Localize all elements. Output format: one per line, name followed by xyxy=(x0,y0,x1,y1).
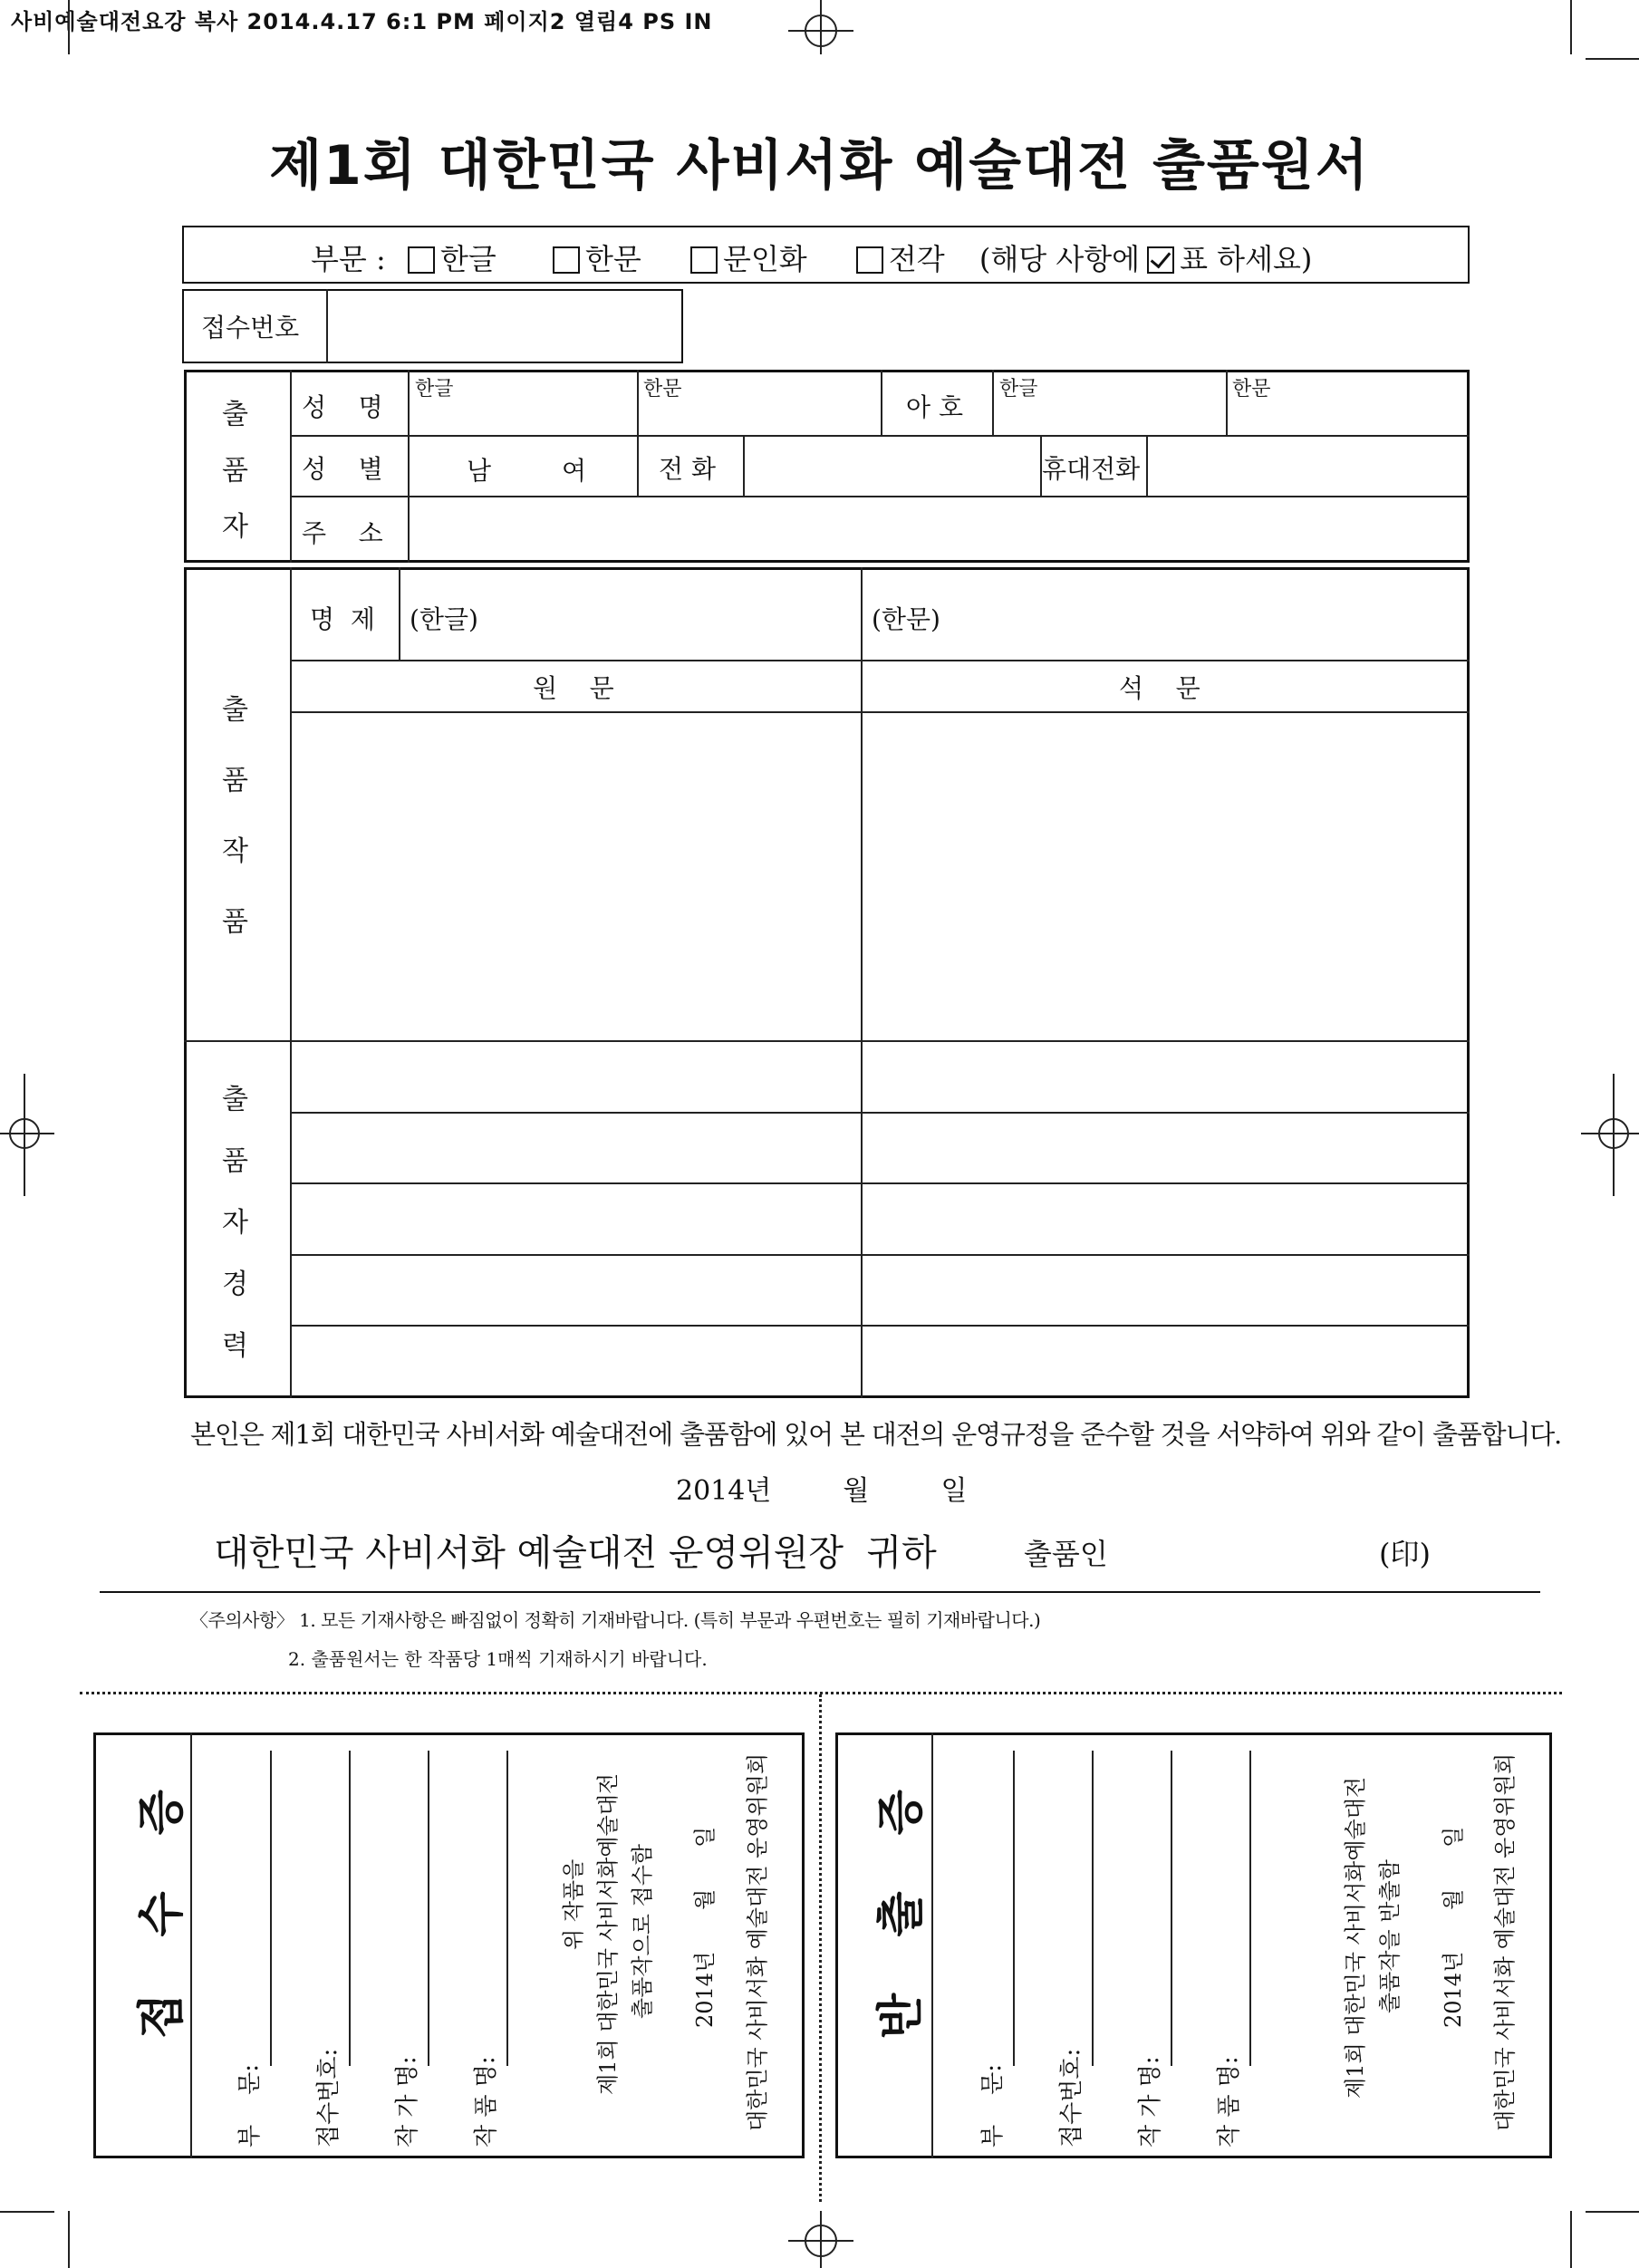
receipt-text-1: 위 작품을 xyxy=(561,1858,586,1950)
addressee: 대한민국 사비서화 예술대전 운영위원장 귀하 xyxy=(214,1532,937,1574)
checkbox-hanja[interactable] xyxy=(553,246,580,274)
gender-label: 성 별 xyxy=(302,454,383,484)
address-label: 주 소 xyxy=(302,518,383,548)
option-literati-label: 문인화 xyxy=(722,242,807,276)
instruction-pre: (해당 사항에 xyxy=(979,242,1141,276)
artwork-title-hanja-field[interactable]: (한문) xyxy=(872,604,940,634)
pen-name-hangul-field[interactable]: 한글 xyxy=(999,378,1038,401)
original-text-header: 원 문 xyxy=(533,673,614,703)
checkbox-literati-painting[interactable] xyxy=(690,246,718,274)
receipt-field-number[interactable]: 접수번호: xyxy=(315,2048,342,2147)
return-field-artist[interactable]: 작 가 명: xyxy=(1137,2056,1164,2147)
receipt-text-3: 출품작으로 접수함 xyxy=(630,1843,655,2019)
interpretation-header: 석 문 xyxy=(1119,673,1200,703)
interpretation-area[interactable] xyxy=(863,713,1468,1039)
career-field[interactable] xyxy=(292,1042,1468,1396)
checkbox-hangul[interactable] xyxy=(408,246,435,274)
address-field[interactable] xyxy=(410,497,1468,561)
phone-label: 전 화 xyxy=(659,454,716,484)
cut-line-vertical xyxy=(819,1694,822,2202)
gender-male-option[interactable]: 남 xyxy=(467,456,492,486)
mobile-label: 휴대전화 xyxy=(1042,454,1141,484)
name-hangul-field[interactable]: 한글 xyxy=(415,378,454,401)
reception-number-label: 접수번호 xyxy=(201,313,300,343)
receipt-issuer: 대한민국 사비서화 예술대전 운영위원회 xyxy=(745,1752,770,2131)
return-date: 2014년 월 일 xyxy=(1441,1826,1466,2028)
pen-name-label: 아 호 xyxy=(906,392,963,422)
return-text-2: 출품작을 반출함 xyxy=(1377,1859,1403,2013)
original-text-area[interactable] xyxy=(292,713,859,1039)
return-field-number[interactable]: 접수번호: xyxy=(1058,2048,1085,2147)
form-title: 제1회 대한민국 사비서화 예술대전 출품원서 xyxy=(269,134,1370,198)
divider-line xyxy=(100,1591,1540,1593)
check-example-icon xyxy=(1147,246,1174,274)
print-header: 사비예술대전요강 복사 2014.4.17 6:1 PM 페이지2 열림4 PS IN xyxy=(11,9,713,34)
note-1: 〈주의사항〉 1. 모든 기재사항은 빠짐없이 정확히 기재바랍니다. (특히 부문과 우편번호는 필히 기재바랍니다.) xyxy=(190,1609,1041,1631)
checkbox-seal-engraving[interactable] xyxy=(856,246,883,274)
return-text-1: 제1회 대한민국 사비서화예술대전 xyxy=(1343,1776,1368,2099)
receipt-date: 2014년 월 일 xyxy=(692,1826,718,2028)
return-issuer: 대한민국 사비서화 예술대전 운영위원회 xyxy=(1492,1752,1518,2131)
option-seal-label: 전각 xyxy=(888,242,945,276)
category-label: 부문 : xyxy=(311,242,386,276)
return-slip-title: 반 출 증 xyxy=(874,1770,929,2039)
applicant-sign-label: 출품인 xyxy=(1024,1537,1108,1571)
receipt-text-2: 제1회 대한민국 사비서화예술대전 xyxy=(595,1772,621,2095)
seal-mark: (印) xyxy=(1379,1537,1431,1571)
receipt-field-artwork[interactable]: 작 품 명: xyxy=(473,2056,500,2147)
date-line: 2014년 월 일 xyxy=(676,1475,968,1507)
instruction-post: 표 하세요) xyxy=(1180,242,1313,276)
return-field-category[interactable]: 부 문: xyxy=(979,2063,1007,2147)
pen-name-hanja-field[interactable]: 한문 xyxy=(1232,378,1271,401)
receipt-field-artist[interactable]: 작 가 명: xyxy=(394,2056,421,2147)
receipt-slip-title: 접 수 증 xyxy=(135,1770,189,2039)
pledge-text: 본인은 제1회 대한민국 사비서화 예술대전에 출품함에 있어 본 대전의 운영규정을 준수할 것을 서약하여 위와 같이 출품합니다. xyxy=(190,1419,1562,1450)
applicant-section-title: 출 품 자 xyxy=(222,399,248,543)
name-hanja-field[interactable]: 한문 xyxy=(643,378,682,401)
gender-female-option[interactable]: 여 xyxy=(562,456,587,486)
category-row xyxy=(182,226,1470,284)
artwork-title-hangul-field[interactable]: (한글) xyxy=(410,604,478,634)
note-2: 2. 출품원서는 한 작품당 1매씩 기재하시기 바랍니다. xyxy=(288,1648,708,1670)
name-label: 성 명 xyxy=(302,392,383,422)
option-hangul-label: 한글 xyxy=(439,242,497,276)
receipt-field-category[interactable]: 부 문: xyxy=(236,2063,264,2147)
return-field-artwork[interactable]: 작 품 명: xyxy=(1216,2056,1243,2147)
phone-field[interactable] xyxy=(745,437,1038,494)
reception-number-field[interactable] xyxy=(328,291,681,362)
mobile-field[interactable] xyxy=(1148,437,1467,494)
career-section-title: 출 품 자 경 력 xyxy=(222,1084,248,1362)
option-hanja-label: 한문 xyxy=(584,242,641,276)
artwork-title-label: 명 제 xyxy=(310,604,375,634)
artwork-section-title: 출 품 작 품 xyxy=(222,694,248,938)
